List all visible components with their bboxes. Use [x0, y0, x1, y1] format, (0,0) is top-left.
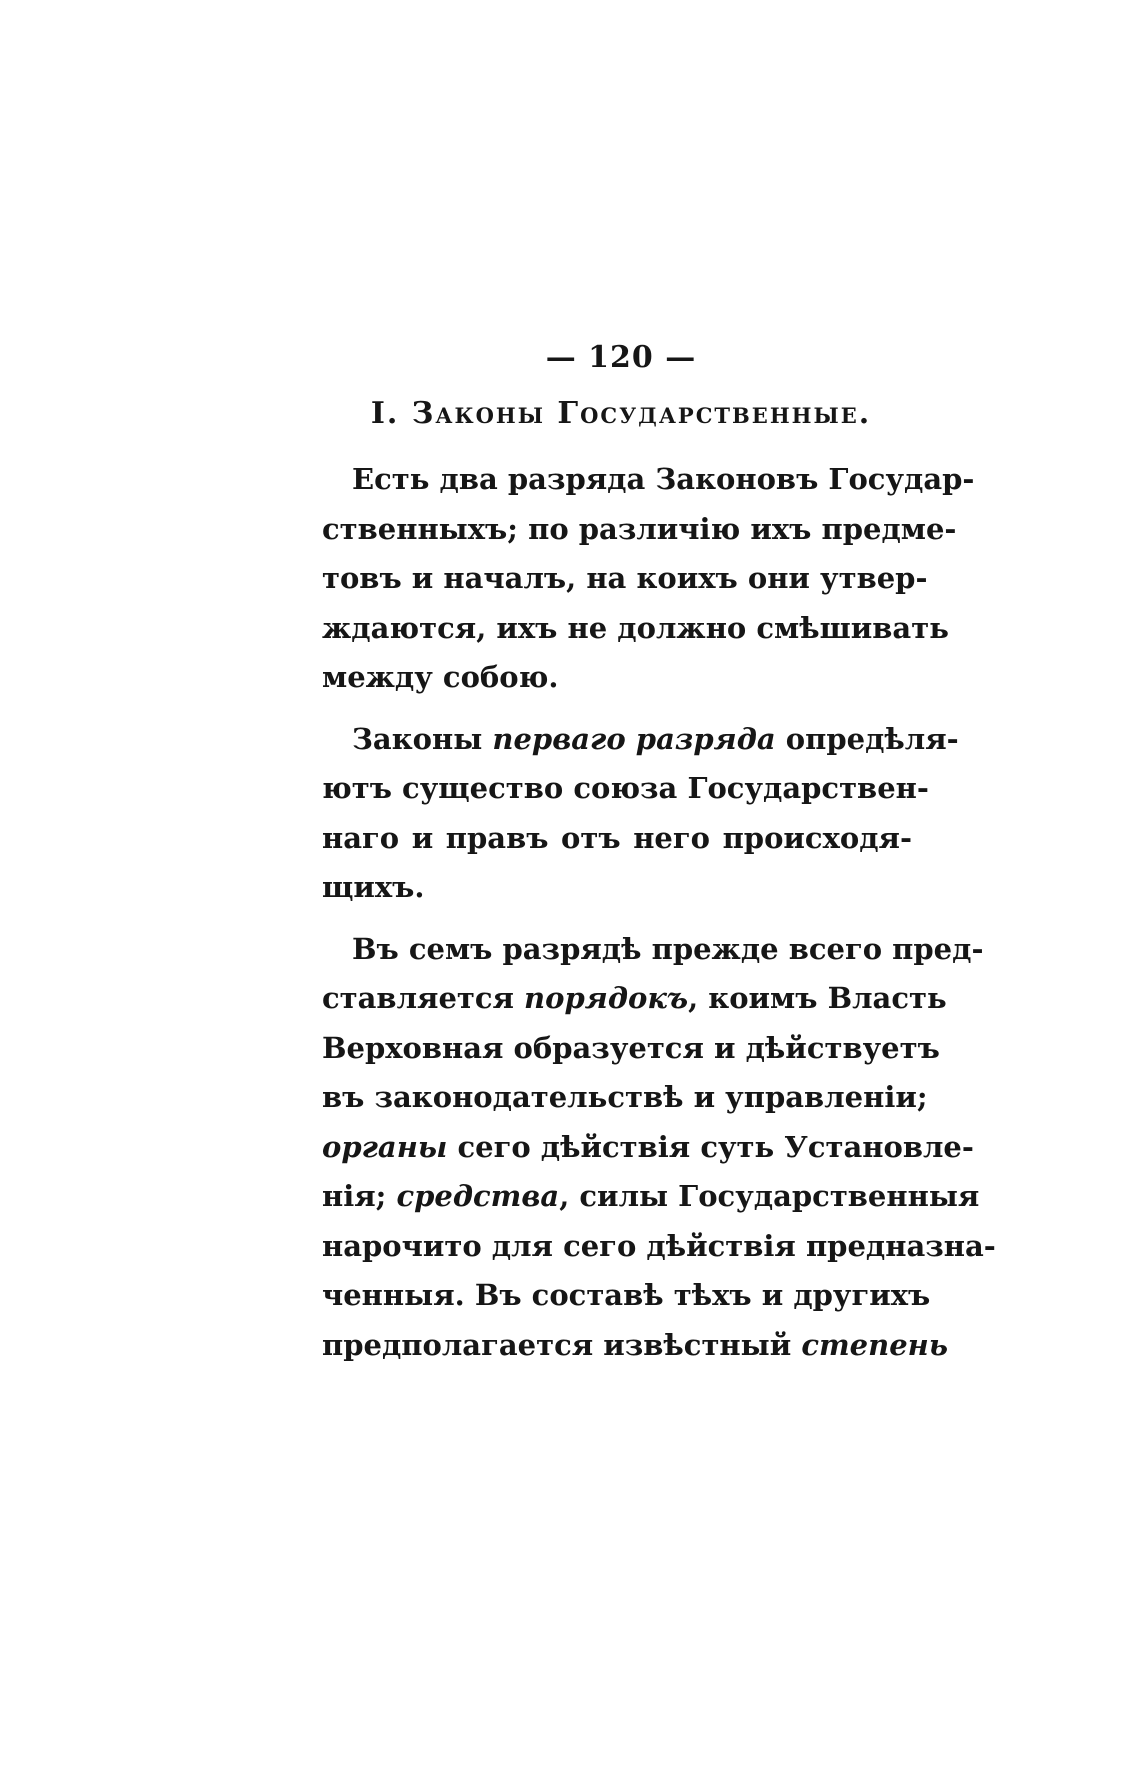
body-text [322, 455, 996, 1370]
text-line: товъ и началъ, на коихъ они утвер- [322, 561, 928, 595]
italic-term: перваго разряда [492, 721, 776, 756]
text-line: между собою. [322, 660, 559, 694]
text-line: въ законодательствѣ и управленіи; [322, 1080, 928, 1114]
italic-term: органы [322, 1129, 448, 1164]
text-line: Верховная образуется и дѣйствуетъ [322, 1030, 940, 1065]
italic-term: средства [396, 1179, 560, 1213]
text-line: ставляется порядокъ, коимъ Власть [322, 981, 947, 1015]
text-line: ждаются, ихъ не должно смѣшивать [322, 610, 949, 645]
text-line: наго и правъ отъ него происходя- [322, 820, 912, 855]
paragraph-2 [322, 715, 959, 913]
text-line: ченныя. Въ составѣ тѣхъ и другихъ [322, 1278, 931, 1312]
text-line: Законы перваго разряда опредѣля- [352, 721, 959, 756]
italic-term: порядокъ [524, 981, 689, 1015]
italic-term: степень [801, 1327, 948, 1362]
page-number: — 120 — [545, 340, 697, 375]
paragraph-3 [322, 925, 996, 1371]
text-line: Въ семъ разрядѣ прежде всего пред- [352, 931, 984, 966]
text-line: нарочито для сего дѣйствія предназна- [322, 1228, 996, 1263]
section-heading: I. Законы Государственные. [370, 396, 872, 431]
text-line: предполагается извѣстный степень [322, 1327, 948, 1362]
text-line: ютъ существо союза Государствен- [322, 771, 929, 805]
text-line: Есть два разряда Законовъ Государ- [352, 462, 975, 496]
paragraph-1 [322, 455, 975, 703]
text-line: органы сего дѣйствія суть Установле- [322, 1129, 974, 1164]
text-line: ственныхъ; по различію ихъ предме- [322, 511, 957, 546]
text-line: щихъ. [322, 870, 425, 904]
text-line: нія; средства, силы Государственныя [322, 1179, 980, 1213]
